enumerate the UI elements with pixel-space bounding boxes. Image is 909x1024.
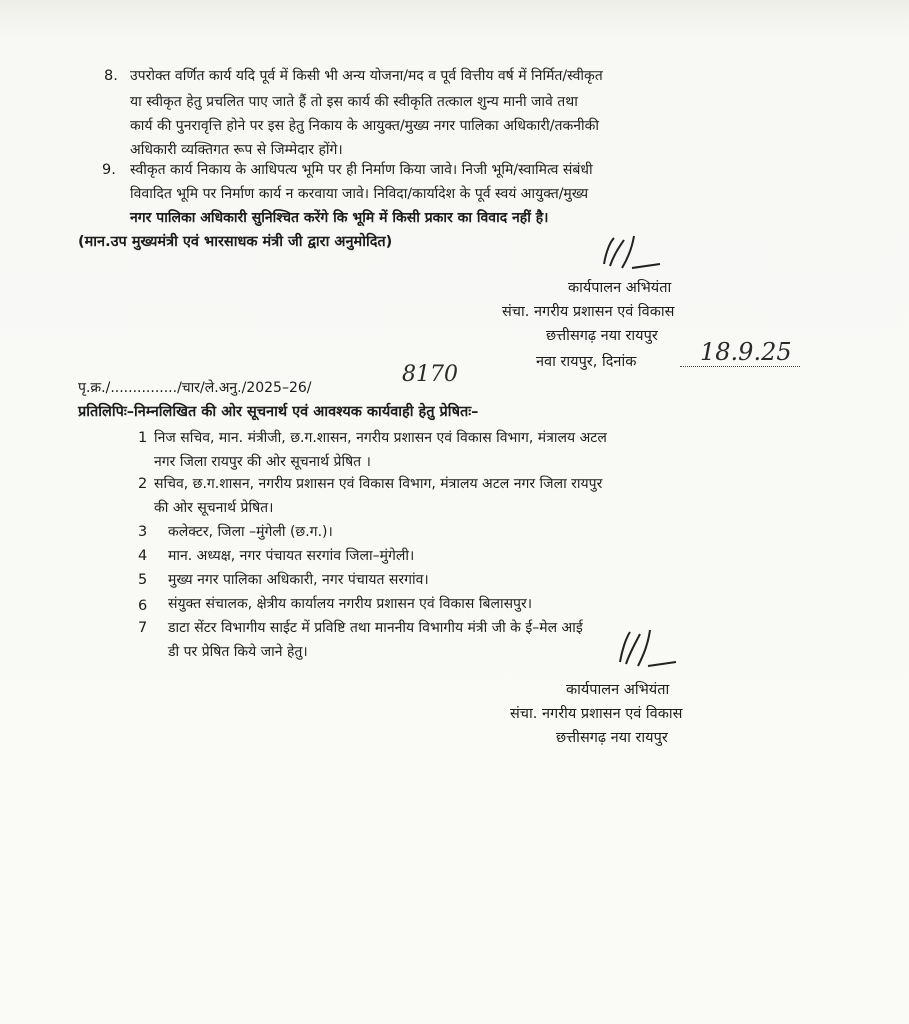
point-9-line-1: स्वीकृत कार्य निकाय के आधिपत्य भूमि पर ही निर्माण किया जावे। निजी भूमि/स्वामित्व संबंधी [130, 162, 593, 178]
copy-item-1-line-2: नगर जिला रायपुर की ओर सूचनार्थ प्रेषित । [154, 454, 371, 470]
copy-item-5-line-1: मुख्य नगर पालिका अधिकारी, नगर पंचायत सरगांव। [168, 572, 429, 588]
signature-1-office: संचा. नगरीय प्रशासन एवं विकास [502, 304, 675, 320]
signature-1-scribble [596, 232, 666, 274]
handwritten-date: 18.9.25 [700, 338, 792, 366]
signature-2-scribble [612, 626, 682, 672]
reference-prefix: पृ.क्र./.............../चार/ले.अनु./2025–26/ [78, 380, 312, 396]
copy-heading: प्रतिलिपिः–निम्नलिखित की ओर सूचनार्थ एवं आवश्यक कार्यवाही हेतु प्रेषितः– [78, 404, 479, 420]
reference-number-handwritten: 8170 [402, 362, 458, 387]
copy-item-7-line-2: डी पर प्रेषित किये जाने हेतु। [168, 644, 308, 660]
copy-item-5-number: 5 [138, 572, 148, 588]
point-8-line-2: या स्वीकृत हेतु प्रचलित पाए जाते हैं तो इस कार्य की स्वीकृति तत्काल शुन्य मानी जावे तथा [130, 94, 578, 110]
copy-item-6-number: 6 [138, 598, 148, 614]
signature-1-designation: कार्यपालन अभियंता [568, 280, 672, 296]
signature-2-designation: कार्यपालन अभियंता [566, 682, 670, 698]
point-8-line-3: कार्य की पुनरावृत्ति होने पर इस हेतु निकाय के आयुक्त/मुख्य नगर पालिका अधिकारी/तकनीकी [130, 118, 599, 134]
copy-item-7-number: 7 [138, 620, 148, 636]
date-dotted-line [680, 366, 800, 367]
approval-note: (मान.उप मुख्यमंत्री एवं भारसाधक मंत्री जी द्वारा अनुमोदित) [78, 234, 393, 250]
copy-item-4-line-1: मान. अध्यक्ष, नगर पंचायत सरगांव जिला–मुंगेली। [168, 548, 415, 564]
copy-item-2-line-2: की ओर सूचनार्थ प्रेषित। [154, 500, 274, 516]
copy-item-3-line-1: कलेक्टर, जिला –मुंगेली (छ.ग.)। [168, 524, 333, 540]
copy-item-7-line-1: डाटा सेंटर विभागीय साईट में प्रविष्टि तथा माननीय विभागीय मंत्री जी के ई–मेल आई [168, 620, 583, 636]
point-8-number: 8. [104, 68, 118, 84]
point-9-line-2: विवादित भूमि पर निर्माण कार्य न करवाया जावे। निविदा/कार्यादेश के पूर्व स्वयं आयुक्त/मुख्य [130, 186, 589, 202]
copy-item-1-number: 1 [138, 430, 148, 446]
signature-1-date-label: नवा रायपुर, दिनांक [536, 354, 637, 370]
signature-2-location: छत्तीसगढ़ नया रायपुर [556, 730, 668, 746]
copy-item-6-line-1: संयुक्त संचालक, क्षेत्रीय कार्यालय नगरीय प्रशासन एवं विकास बिलासपुर। [168, 596, 533, 612]
copy-item-4-number: 4 [138, 548, 148, 564]
copy-item-2-line-1: सचिव, छ.ग.शासन, नगरीय प्रशासन एवं विकास विभाग, मंत्रालय अटल नगर जिला रायपुर [154, 476, 603, 492]
copy-item-3-number: 3 [138, 524, 148, 540]
copy-item-1-line-1: निज सचिव, मान. मंत्रीजी, छ.ग.शासन, नगरीय प्रशासन एवं विकास विभाग, मंत्रालय अटल [154, 430, 607, 446]
point-8-line-4: अधिकारी व्यक्तिगत रूप से जिम्मेदार होंगे। [130, 142, 343, 158]
point-8-line-1: उपरोक्त वर्णित कार्य यदि पूर्व में किसी भी अन्य योजना/मद व पूर्व वित्तीय वर्ष में निर्मित/स्वीकृत [130, 68, 603, 84]
copy-item-2-number: 2 [138, 476, 148, 492]
point-9-number: 9. [102, 162, 116, 178]
signature-1-location: छत्तीसगढ़ नया रायपुर [546, 328, 658, 344]
signature-2-office: संचा. नगरीय प्रशासन एवं विकास [510, 706, 683, 722]
point-9-line-3: नगर पालिका अधिकारी सुनिश्चित करेंगे कि भूमि में किसी प्रकार का विवाद नहीं है। [130, 210, 549, 226]
